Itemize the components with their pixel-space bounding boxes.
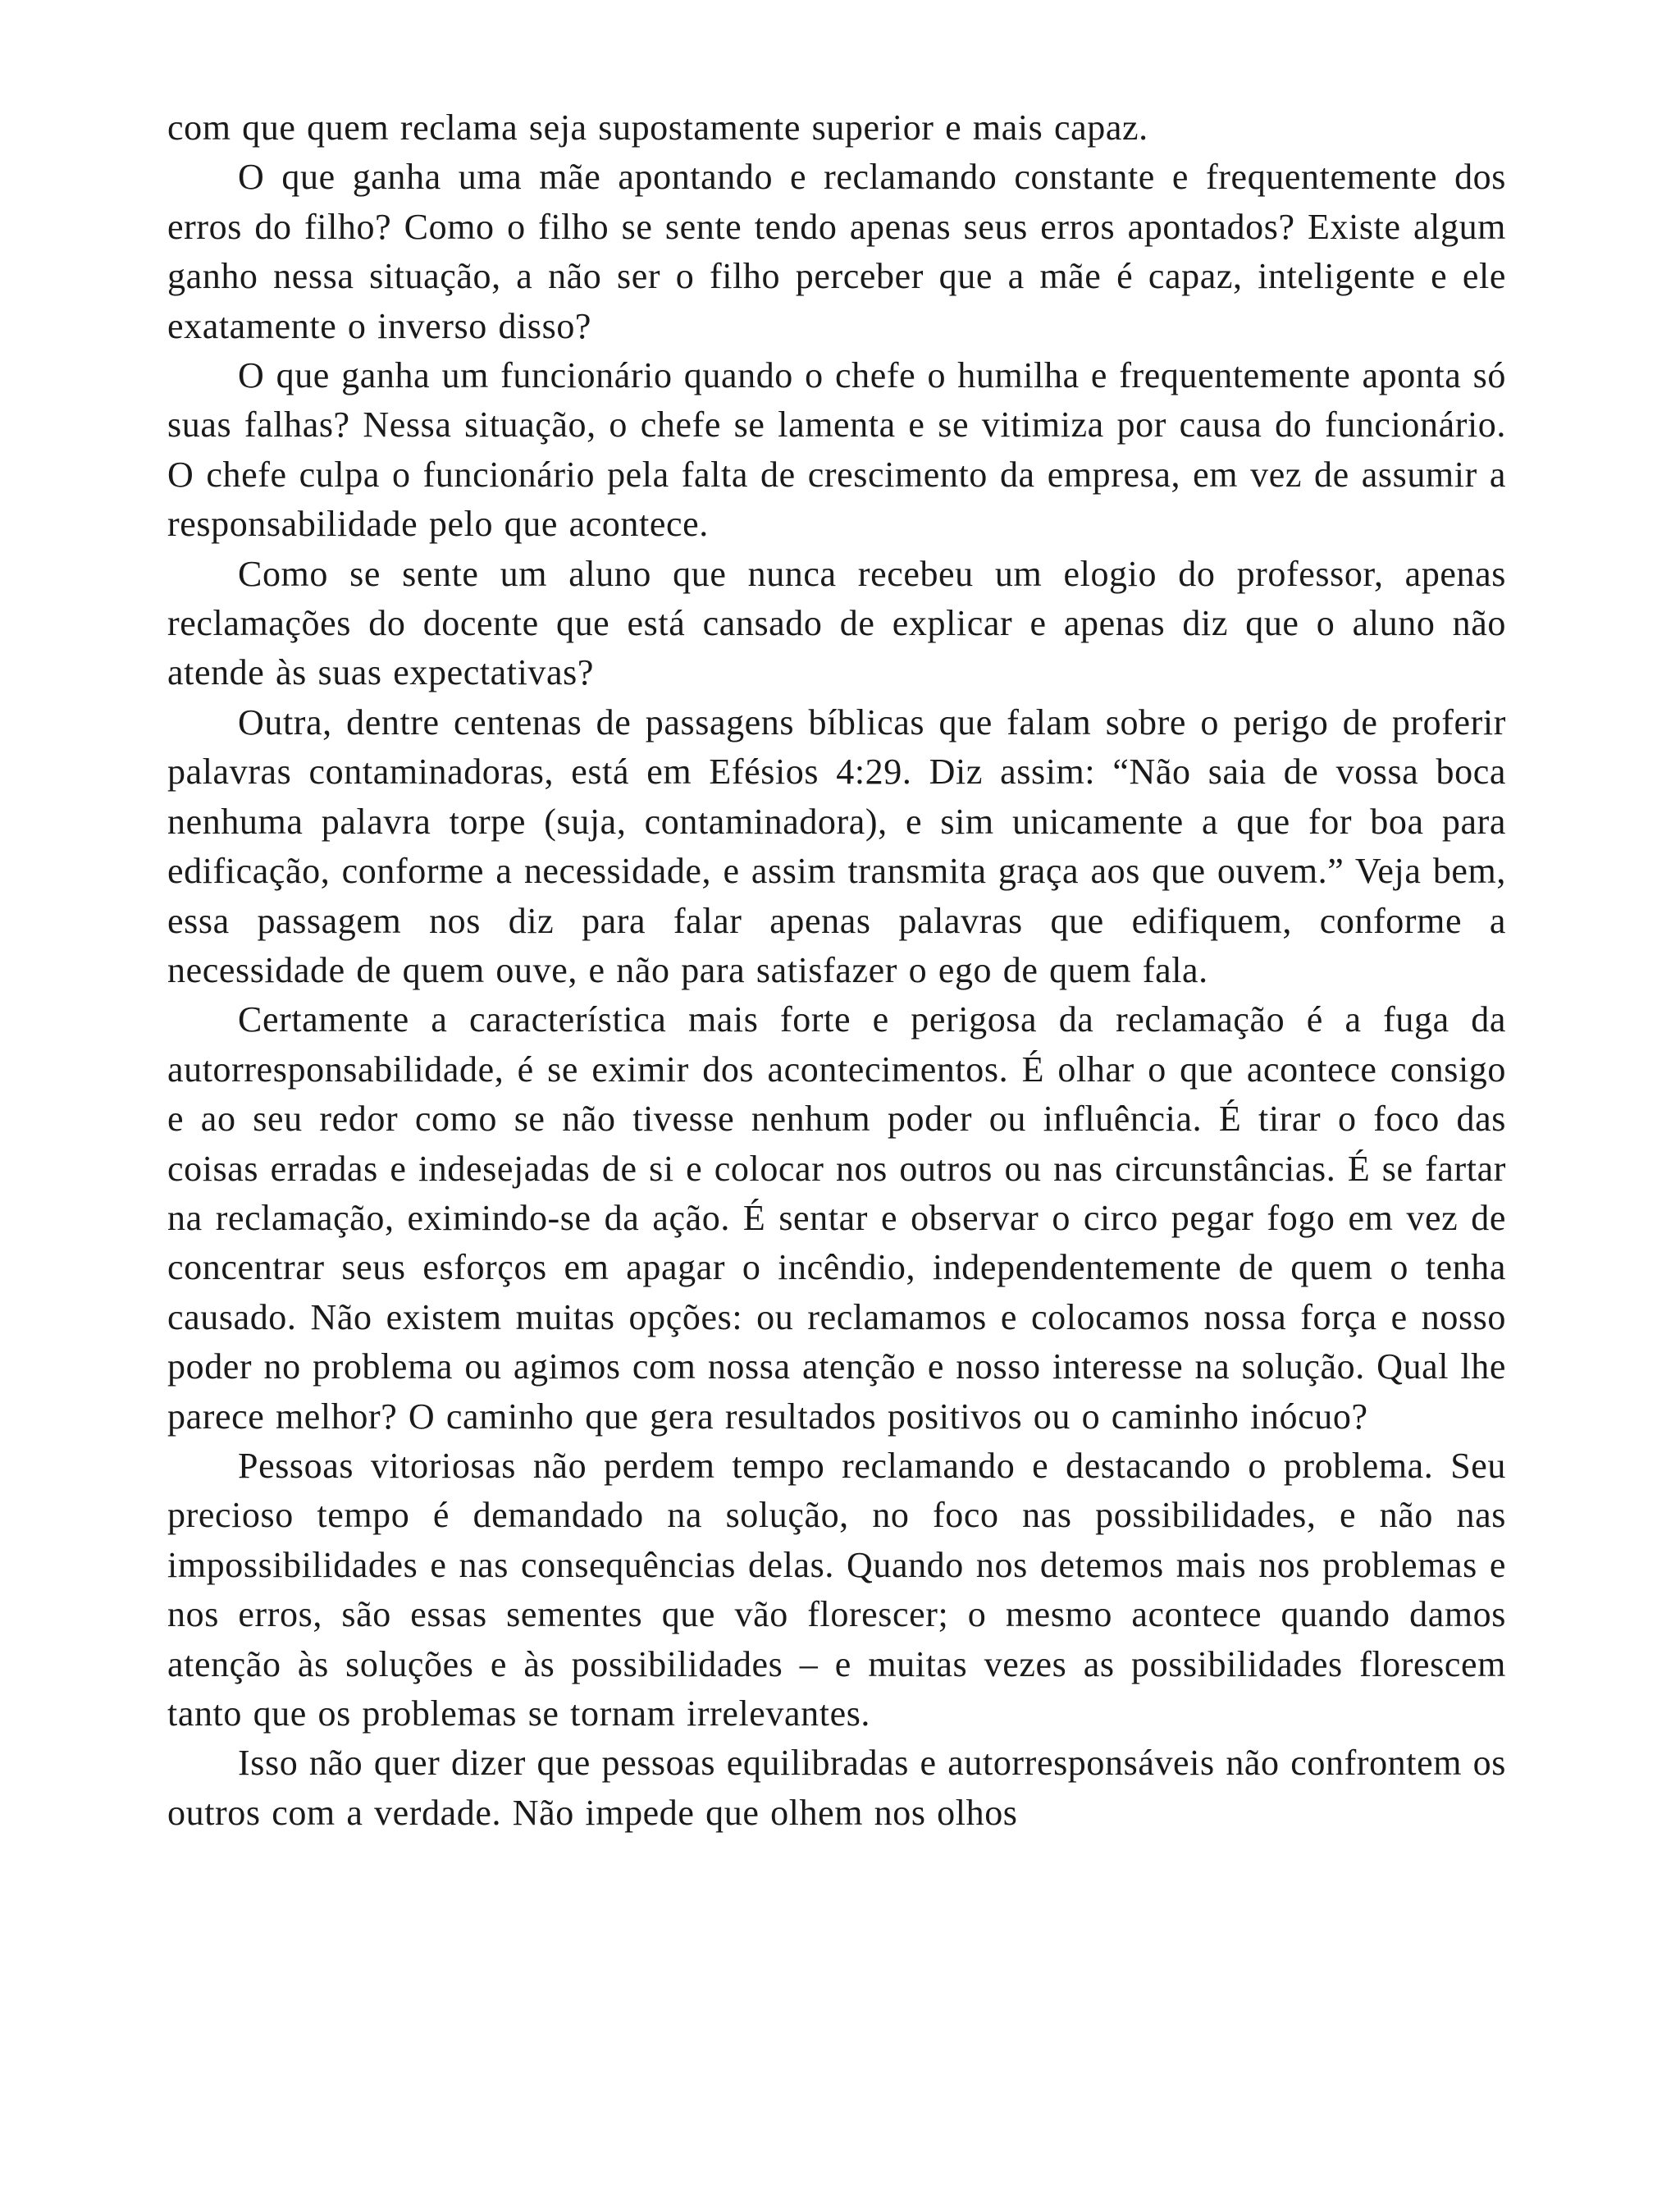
paragraph-balanced-people: Isso não quer dizer que pessoas equilibradas e autorresponsáveis não confrontem os outros com a verdade. Não impede que olhem nos olhos: [167, 1743, 1506, 1833]
paragraph-self-responsibility: Certamente a característica mais forte e perigosa da reclamação é a fuga da autorresponsabilidade, é se eximir dos acontecimentos. É olhar o que acontece consigo e ao seu redor como se não tivesse nenhum poder ou influência. É tirar o foco das coisas erradas e indesejadas de si e colocar nos outros ou nas circunstâncias. É se fartar na reclamação, eximindo-se da ação. É sentar e observar o circo pegar fogo em vez de concentrar seus esforços em apagar o incêndio, independentemente de quem o tenha causado. Não existem muitas opções: ou reclamamos e colocamos nossa força e nosso poder no problema ou agimos com nossa atenção e nosso interesse na solução. Qual lhe parece melhor? O caminho que gera resultados positivos ou o caminho inócuo?: [167, 999, 1506, 1437]
paragraph-employee-question: O que ganha um funcionário quando o chefe o humilha e frequentemente aponta só suas falhas? Nessa situação, o chefe se lamenta e se vitimiza por causa do funcionário. O chefe culpa o funcionário pela falta de crescimento da empresa, em vez de assumir a responsabilidade pelo que acontece.: [167, 355, 1506, 545]
paragraph-victorious-people: Pessoas vitoriosas não perdem tempo reclamando e destacando o problema. Seu precioso tempo é demandado na solução, no foco nas possibilidades, e não nas impossibilidades e nas consequências delas. Quando nos detemos mais nos problemas e nos erros, são essas sementes que vão florescer; o mesmo acontece quando damos atenção às soluções e às possibilidades – e muitas vezes as possibilidades florescem tanto que os problemas se tornam irrelevantes.: [167, 1445, 1506, 1734]
document-page: [167, 103, 1506, 1838]
paragraph-continuation: com que quem reclama seja supostamente superior e mais capaz.: [167, 107, 1148, 148]
paragraph-student-question: Como se sente um aluno que nunca recebeu um elogio do professor, apenas reclamações do docente que está cansado de explicar e apenas diz que o aluno não atende às suas expectativas?: [167, 553, 1506, 693]
paragraph-mother-question: O que ganha uma mãe apontando e reclamando constante e frequentemente dos erros do filho? Como o filho se sente tendo apenas seus erros apontados? Existe algum ganho nessa situação, a não ser o filho perceber que a mãe é capaz, inteligente e ele exatamente o inverso disso?: [167, 157, 1506, 346]
paragraph-biblical-passage: Outra, dentre centenas de passagens bíblicas que falam sobre o perigo de proferir palavras contaminadoras, está em Efésios 4:29. Diz assim: “Não saia de vossa boca nenhuma palavra torpe (suja, contaminadora), e sim unicamente a que for boa para edificação, conforme a necessidade, e assim transmita graça aos que ouvem.” Veja bem, essa passagem nos diz para falar apenas palavras que edifiquem, conforme a necessidade de quem ouve, e não para satisfazer o ego de quem fala.: [167, 701, 1506, 990]
